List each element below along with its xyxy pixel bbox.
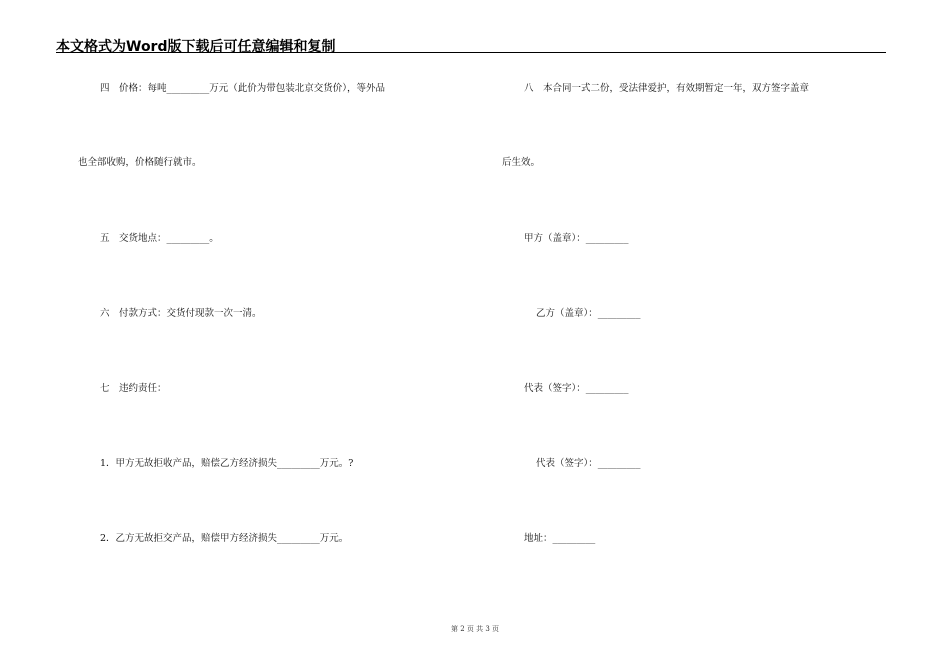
page-number: 第 2 页 共 3 页 bbox=[450, 625, 500, 633]
clause-5: 五 交货地点：_________。 bbox=[100, 233, 219, 244]
clause-4-line-2: 也全部收购，价格随行就市。 bbox=[78, 157, 202, 168]
representative-b-signature: 代表（签字）：_________ bbox=[536, 458, 641, 469]
clause-8-line-1: 八 本合同一式二份，受法律爱护，有效期暂定一年，双方签字盖章 bbox=[524, 83, 810, 94]
clause-6: 六 付款方式：交货付现款一次一清。 bbox=[100, 308, 262, 319]
document-header-title: 本文格式为Word版下载后可任意编辑和复制 bbox=[56, 39, 336, 55]
clause-8-line-2: 后生效。 bbox=[502, 157, 541, 168]
party-a-seal: 甲方（盖章）：_________ bbox=[524, 233, 629, 244]
clause-7-item-1: 1．甲方无故拒收产品，赔偿乙方经济损失_________万元。? bbox=[100, 458, 354, 469]
clause-7: 七 违约责任： bbox=[100, 383, 167, 394]
party-b-seal: 乙方（盖章）：_________ bbox=[536, 308, 641, 319]
clause-4-line-1: 四 价格：每吨_________万元（此价为带包装北京交货价），等外品 bbox=[100, 83, 386, 94]
header-divider bbox=[56, 52, 886, 53]
address-field: 地址：_________ bbox=[524, 533, 596, 544]
representative-a-signature: 代表（签字）：_________ bbox=[524, 383, 629, 394]
clause-7-item-2: 2．乙方无故拒交产品，赔偿甲方经济损失_________万元。 bbox=[100, 533, 349, 544]
